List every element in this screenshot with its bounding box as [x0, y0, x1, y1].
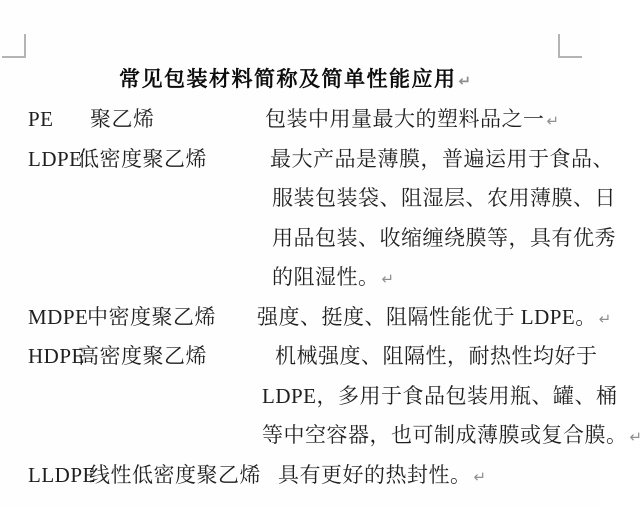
material-desc-text: 具有更好的热封性。 — [278, 463, 472, 487]
margin-crop-mark-top-left-vertical — [24, 34, 26, 58]
material-desc-line — [265, 107, 559, 131]
material-desc-line: 服装包装袋、阻湿层、农用薄膜、日 — [272, 186, 616, 210]
material-name: 聚乙烯 — [90, 107, 155, 131]
material-desc-text: 的阻湿性。 — [272, 265, 380, 289]
material-desc-text: 包装中用量最大的塑料品之一 — [265, 107, 545, 131]
material-desc-line — [278, 463, 486, 487]
material-name: 低密度聚乙烯 — [78, 147, 207, 171]
material-desc-line — [257, 305, 611, 329]
material-desc-line — [262, 423, 642, 447]
material-abbr: MDPE — [28, 305, 89, 329]
paragraph-mark-icon: ↵ — [629, 428, 642, 446]
paragraph-mark-icon: ↵ — [458, 72, 472, 90]
material-abbr: PE — [28, 107, 54, 131]
material-desc-line: 最大产品是薄膜，普遍运用于食品、 — [270, 147, 614, 171]
material-desc-text: 等中空容器，也可制成薄膜或复合膜。 — [262, 423, 628, 447]
material-abbr: HDPE — [28, 344, 85, 368]
paragraph-mark-icon: ↵ — [546, 112, 560, 130]
material-name: 中密度聚乙烯 — [87, 305, 216, 329]
material-abbr: LDPE — [28, 147, 83, 171]
page-title-text: 常见包装材料简称及简单性能应用 — [118, 67, 457, 91]
material-desc-text: 强度、挺度、阻隔性能优于 LDPE。 — [257, 305, 597, 329]
margin-crop-mark-top-right-horizontal — [558, 56, 582, 58]
material-desc-line: LDPE，多用于食品包装用瓶、罐、桶 — [262, 384, 618, 408]
material-name: 高密度聚乙烯 — [78, 344, 207, 368]
paragraph-mark-icon: ↵ — [473, 468, 487, 486]
paragraph-mark-icon: ↵ — [598, 310, 612, 328]
material-desc-line — [272, 265, 394, 289]
margin-crop-mark-top-right-vertical — [558, 34, 560, 58]
material-abbr: LLDPE — [28, 463, 96, 487]
material-desc-line: 用品包装、收缩缠绕膜等，具有优秀 — [272, 226, 616, 250]
page-title — [28, 67, 562, 91]
material-name: 线性低密度聚乙烯 — [89, 463, 261, 487]
margin-crop-mark-top-left-horizontal — [2, 56, 26, 58]
material-desc-line: 机械强度、阻隔性，耐热性均好于 — [275, 344, 598, 368]
paragraph-mark-icon: ↵ — [381, 270, 395, 288]
